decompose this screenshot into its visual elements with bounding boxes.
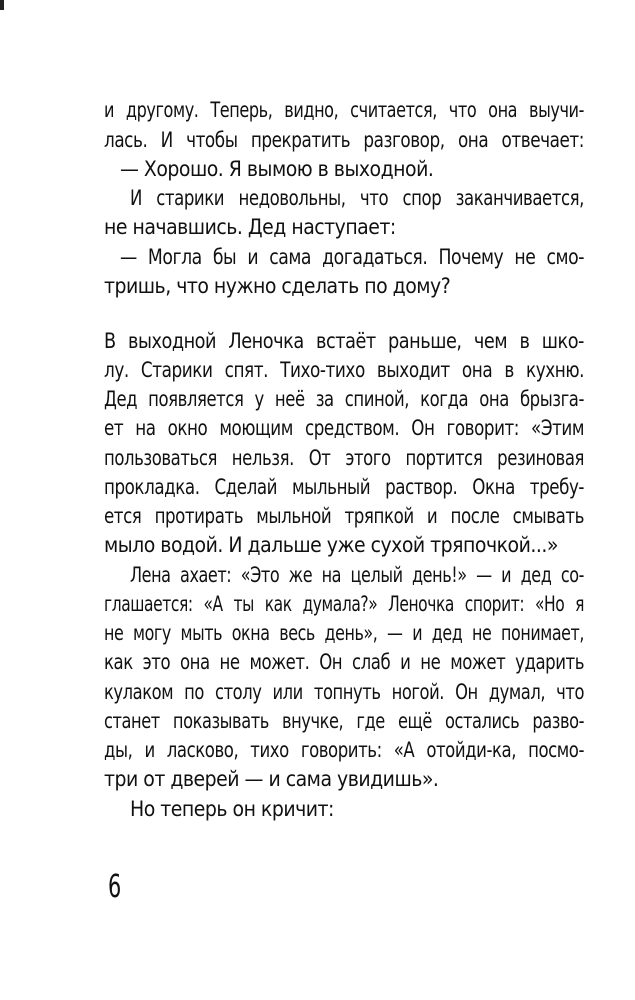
text-line: Но теперь он кричит: — [130, 797, 334, 821]
text-line: — Могла бы и сама догадаться. Почему не смо- — [120, 245, 585, 269]
text-line: ет на окно моющим средством. Он говорит: «Этим — [104, 416, 585, 440]
text-line: и другому. Теперь, видно, считается, что она выучи- — [104, 98, 584, 122]
text-line: глашается: «А ты как думала?» Леночка спорит: «Но я — [104, 592, 584, 616]
text-line: тришь, что нужно сделать по дому? — [104, 274, 451, 298]
text-line: как это она не может. Он слаб и не может ударить — [104, 650, 585, 674]
text-line: кулаком по столу или топнуть ногой. Он думал, что — [104, 680, 585, 704]
text-line: лу. Старики спят. Тихо-тихо выходит она в кухню. — [104, 358, 585, 382]
text-line: не могу мыть окна весь день», — и дед не понимает, — [104, 621, 585, 645]
page-number: 6 — [108, 867, 122, 905]
text-line: И старики недовольны, что спор заканчивается, — [130, 186, 584, 210]
page-edge-mark — [0, 0, 4, 10]
text-line: — Хорошо. Я вымою в выходной. — [120, 157, 434, 181]
text-line: не начавшись. Дед наступает: — [104, 215, 396, 239]
text-line: прокладка. Сделай мыльный раствор. Окна требу- — [104, 475, 585, 499]
text-line: ется протирать мыльной тряпкой и после смывать — [104, 504, 585, 528]
text-line: Лена ахает: «Это же на целый день!» — и дед со- — [130, 563, 585, 587]
text-line: три от дверей — и сама увидишь». — [104, 767, 439, 791]
text-line: станет показывать внучке, где ещё остались разво- — [104, 709, 585, 733]
text-line: пользоваться нельзя. От этого портится резиновая — [104, 446, 585, 470]
text-line: мыло водой. И дальше уже сухой тряпочкой...» — [104, 533, 558, 557]
text-line: ды, и ласково, тихо говорить: «А отойди-ка, посмо- — [104, 738, 585, 762]
text-line: Дед появляется у неё за спиной, когда она брызга- — [104, 387, 584, 411]
text-line: В выходной Леночка встаёт раньше, чем в шко- — [104, 329, 584, 353]
text-line: лась. И чтобы прекратить разговор, она отвечает: — [104, 128, 584, 152]
